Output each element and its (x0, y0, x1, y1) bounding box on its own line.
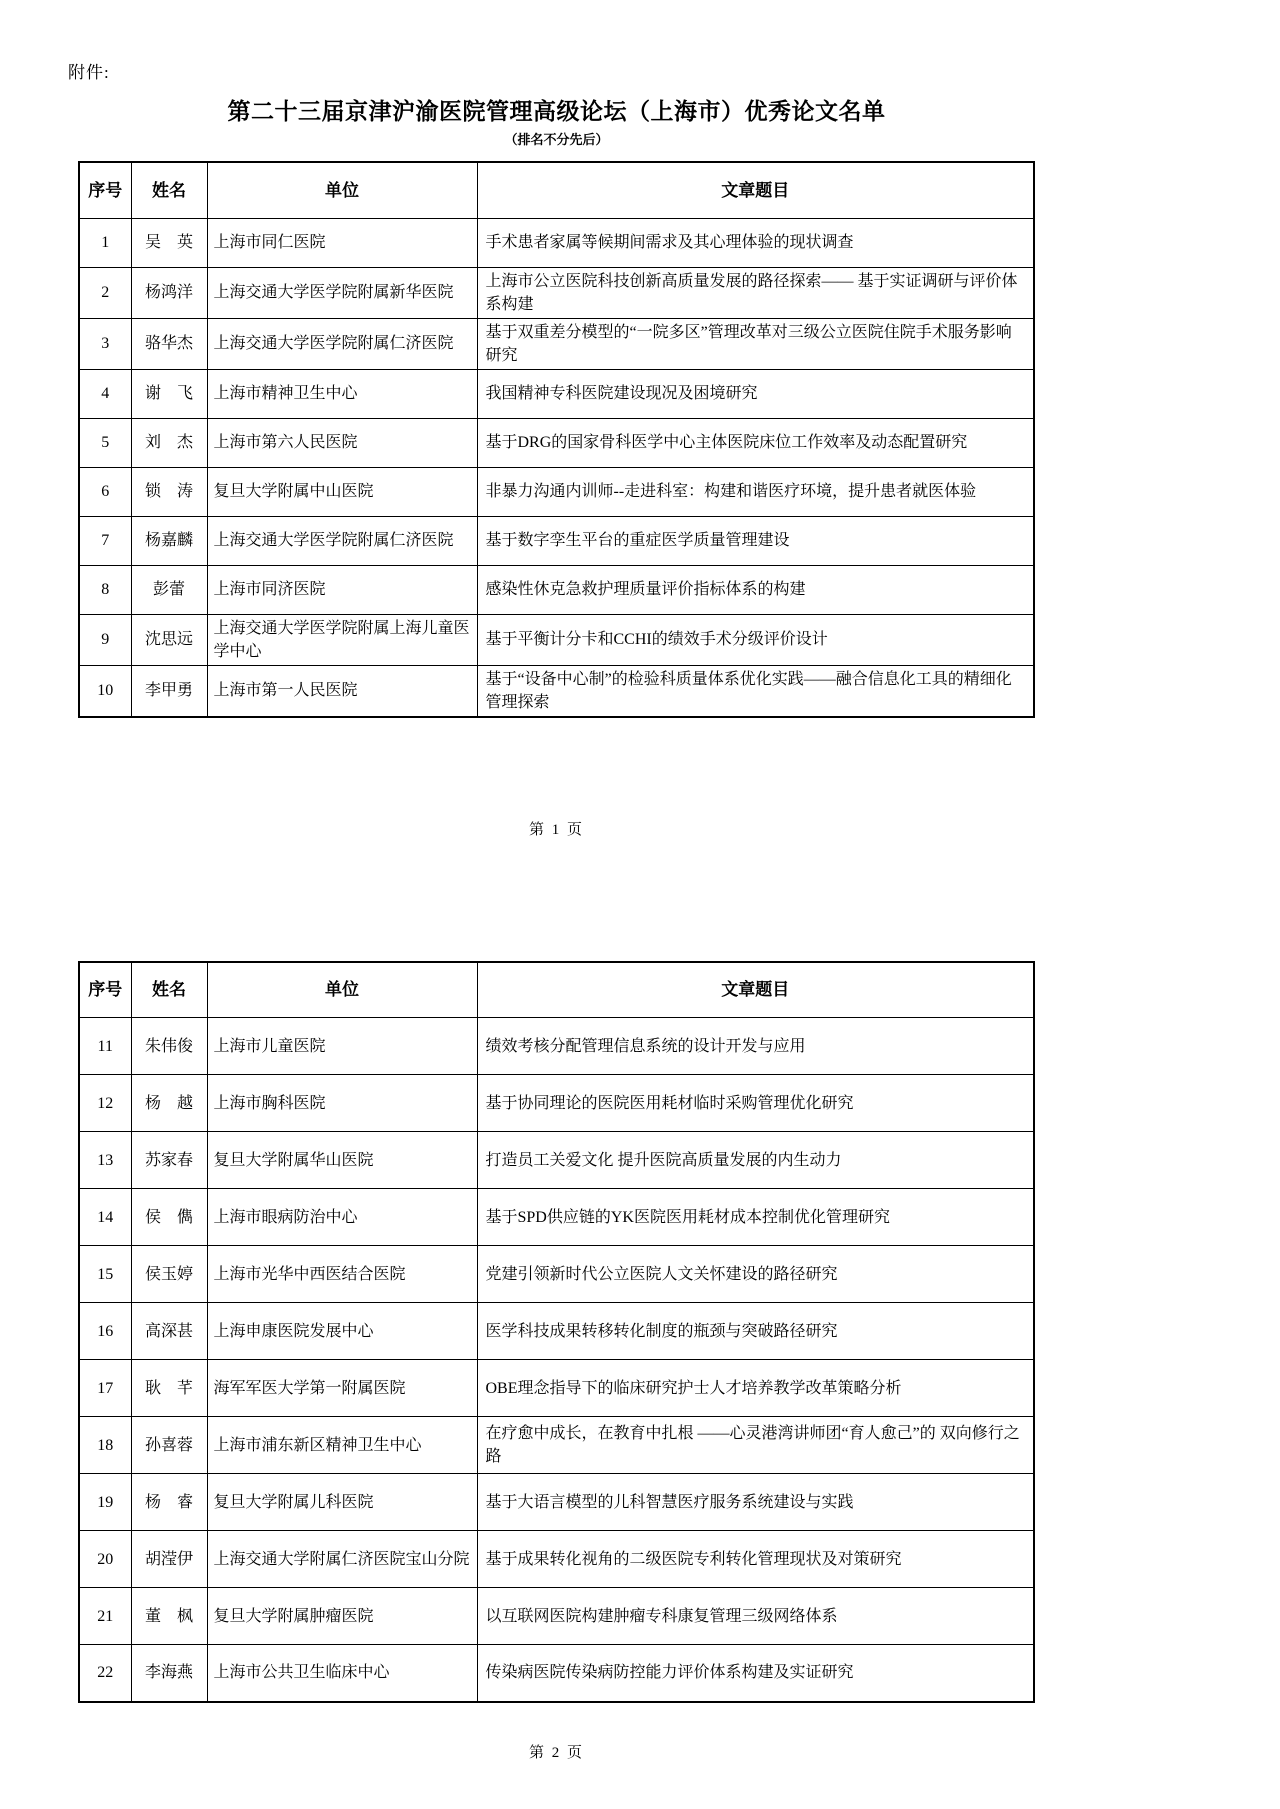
table-row (79, 467, 1034, 516)
unit-cell: 上海市公共卫生临床中心 (207, 1645, 477, 1702)
seq-cell: 10 (79, 665, 131, 717)
table-row (79, 665, 1034, 717)
seq-cell: 3 (79, 318, 131, 369)
name-cell: 刘 杰 (131, 418, 207, 467)
column-header-name: 姓名 (131, 962, 207, 1018)
title-cell: 上海市公立医院科技创新高质量发展的路径探索—— 基于实证调研与评价体系构建 (477, 267, 1034, 318)
title-cell: 感染性休克急救护理质量评价指标体系的构建 (477, 565, 1034, 614)
column-header-name: 姓名 (131, 162, 207, 218)
table-row (79, 614, 1034, 665)
title-cell: 党建引领新时代公立医院人文关怀建设的路径研究 (477, 1246, 1034, 1303)
title-cell: 基于双重差分模型的“一院多区”管理改革对三级公立医院住院手术服务影响研究 (477, 318, 1034, 369)
column-header-title: 文章题目 (477, 162, 1034, 218)
name-cell: 苏家春 (131, 1132, 207, 1189)
seq-cell: 7 (79, 516, 131, 565)
seq-cell: 15 (79, 1246, 131, 1303)
table-row (79, 1531, 1034, 1588)
seq-cell: 18 (79, 1417, 131, 1474)
name-cell: 李甲勇 (131, 665, 207, 717)
title-cell: 基于平衡计分卡和CCHI的绩效手术分级评价设计 (477, 614, 1034, 665)
name-cell: 孙喜蓉 (131, 1417, 207, 1474)
seq-cell: 2 (79, 267, 131, 318)
table-row (79, 1417, 1034, 1474)
seq-cell: 21 (79, 1588, 131, 1645)
unit-cell: 上海市浦东新区精神卫生中心 (207, 1417, 477, 1474)
title-cell: 基于大语言模型的儿科智慧医疗服务系统建设与实践 (477, 1474, 1034, 1531)
seq-cell: 20 (79, 1531, 131, 1588)
column-header-seq: 序号 (79, 962, 131, 1018)
table-row (79, 1474, 1034, 1531)
seq-cell: 1 (79, 218, 131, 267)
unit-cell: 复旦大学附属肿瘤医院 (207, 1588, 477, 1645)
attachment-label: 附件: (68, 63, 110, 82)
title-cell: 基于数字孪生平台的重症医学质量管理建设 (477, 516, 1034, 565)
table-row (79, 1360, 1034, 1417)
seq-cell: 11 (79, 1018, 131, 1075)
seq-cell: 5 (79, 418, 131, 467)
table-header-row (79, 162, 1034, 218)
table-row (79, 369, 1034, 418)
table-header-row (79, 962, 1034, 1018)
name-cell: 李海燕 (131, 1645, 207, 1702)
unit-cell: 上海市第六人民医院 (207, 418, 477, 467)
table-row (79, 318, 1034, 369)
title-cell: 基于协同理论的医院医用耗材临时采购管理优化研究 (477, 1075, 1034, 1132)
name-cell: 侯 儁 (131, 1189, 207, 1246)
title-cell: 在疗愈中成长，在教育中扎根 ——心灵港湾讲师团“育人愈己”的 双向修行之路 (477, 1417, 1034, 1474)
papers-table-page-1 (78, 161, 1035, 718)
seq-cell: 14 (79, 1189, 131, 1246)
title-cell: 以互联网医院构建肿瘤专科康复管理三级网络体系 (477, 1588, 1034, 1645)
table-row (79, 1018, 1034, 1075)
seq-cell: 13 (79, 1132, 131, 1189)
document-sheet (78, 0, 1035, 1762)
name-cell: 杨 越 (131, 1075, 207, 1132)
table-row (79, 1075, 1034, 1132)
unit-cell: 复旦大学附属中山医院 (207, 467, 477, 516)
unit-cell: 上海市第一人民医院 (207, 665, 477, 717)
table-row (79, 1588, 1034, 1645)
table-row (79, 1303, 1034, 1360)
page-footer-2: 第 2 页 (528, 1744, 584, 1761)
title-cell: 绩效考核分配管理信息系统的设计开发与应用 (477, 1018, 1034, 1075)
papers-table-page-2 (78, 961, 1035, 1703)
name-cell: 谢 飞 (131, 369, 207, 418)
title-cell: 医学科技成果转移转化制度的瓶颈与突破路径研究 (477, 1303, 1034, 1360)
name-cell: 骆华杰 (131, 318, 207, 369)
table-row (79, 218, 1034, 267)
name-cell: 胡滢伊 (131, 1531, 207, 1588)
page-footer-1: 第 1 页 (528, 821, 584, 838)
column-header-unit: 单位 (207, 162, 477, 218)
title-cell: OBE理念指导下的临床研究护士人才培养教学改革策略分析 (477, 1360, 1034, 1417)
name-cell: 高深甚 (131, 1303, 207, 1360)
seq-cell: 4 (79, 369, 131, 418)
name-cell: 沈思远 (131, 614, 207, 665)
unit-cell: 复旦大学附属华山医院 (207, 1132, 477, 1189)
column-header-seq: 序号 (79, 162, 131, 218)
unit-cell: 上海申康医院发展中心 (207, 1303, 477, 1360)
unit-cell: 上海交通大学医学院附属仁济医院 (207, 516, 477, 565)
title-cell: 基于“设备中心制”的检验科质量体系优化实践——融合信息化工具的精细化管理探索 (477, 665, 1034, 717)
unit-cell: 上海交通大学附属仁济医院宝山分院 (207, 1531, 477, 1588)
name-cell: 杨嘉麟 (131, 516, 207, 565)
unit-cell: 上海市胸科医院 (207, 1075, 477, 1132)
document-subtitle: （排名不分先后） (504, 132, 609, 147)
name-cell: 侯玉婷 (131, 1246, 207, 1303)
seq-cell: 9 (79, 614, 131, 665)
title-cell: 基于成果转化视角的二级医院专利转化管理现状及对策研究 (477, 1531, 1034, 1588)
unit-cell: 上海交通大学医学院附属上海儿童医学中心 (207, 614, 477, 665)
seq-cell: 22 (79, 1645, 131, 1702)
seq-cell: 12 (79, 1075, 131, 1132)
table-row (79, 1645, 1034, 1702)
name-cell: 彭蕾 (131, 565, 207, 614)
title-cell: 非暴力沟通内训师--走进科室：构建和谐医疗环境，提升患者就医体验 (477, 467, 1034, 516)
column-header-title: 文章题目 (477, 962, 1034, 1018)
seq-cell: 8 (79, 565, 131, 614)
table-row (79, 565, 1034, 614)
unit-cell: 上海市光华中西医结合医院 (207, 1246, 477, 1303)
unit-cell: 上海市同仁医院 (207, 218, 477, 267)
name-cell: 杨 睿 (131, 1474, 207, 1531)
name-cell: 耿 芊 (131, 1360, 207, 1417)
unit-cell: 复旦大学附属儿科医院 (207, 1474, 477, 1531)
title-cell: 打造员工关爱文化 提升医院高质量发展的内生动力 (477, 1132, 1034, 1189)
document-title: 第二十三届京津沪渝医院管理高级论坛（上海市）优秀论文名单 (227, 98, 886, 124)
table-row (79, 418, 1034, 467)
title-cell: 基于SPD供应链的YK医院医用耗材成本控制优化管理研究 (477, 1189, 1034, 1246)
name-cell: 吴 英 (131, 218, 207, 267)
seq-cell: 16 (79, 1303, 131, 1360)
name-cell: 锁 涛 (131, 467, 207, 516)
title-cell: 传染病医院传染病防控能力评价体系构建及实证研究 (477, 1645, 1034, 1702)
column-header-unit: 单位 (207, 962, 477, 1018)
name-cell: 董 枫 (131, 1588, 207, 1645)
table-row (79, 516, 1034, 565)
unit-cell: 上海市儿童医院 (207, 1018, 477, 1075)
title-cell: 手术患者家属等候期间需求及其心理体验的现状调查 (477, 218, 1034, 267)
table-row (79, 1132, 1034, 1189)
unit-cell: 海军军医大学第一附属医院 (207, 1360, 477, 1417)
seq-cell: 19 (79, 1474, 131, 1531)
unit-cell: 上海市同济医院 (207, 565, 477, 614)
title-cell: 我国精神专科医院建设现况及困境研究 (477, 369, 1034, 418)
unit-cell: 上海市精神卫生中心 (207, 369, 477, 418)
unit-cell: 上海交通大学医学院附属新华医院 (207, 267, 477, 318)
unit-cell: 上海交通大学医学院附属仁济医院 (207, 318, 477, 369)
table-row (79, 1246, 1034, 1303)
seq-cell: 6 (79, 467, 131, 516)
seq-cell: 17 (79, 1360, 131, 1417)
unit-cell: 上海市眼病防治中心 (207, 1189, 477, 1246)
title-cell: 基于DRG的国家骨科医学中心主体医院床位工作效率及动态配置研究 (477, 418, 1034, 467)
table-row (79, 267, 1034, 318)
name-cell: 朱伟俊 (131, 1018, 207, 1075)
name-cell: 杨鸿洋 (131, 267, 207, 318)
table-row (79, 1189, 1034, 1246)
